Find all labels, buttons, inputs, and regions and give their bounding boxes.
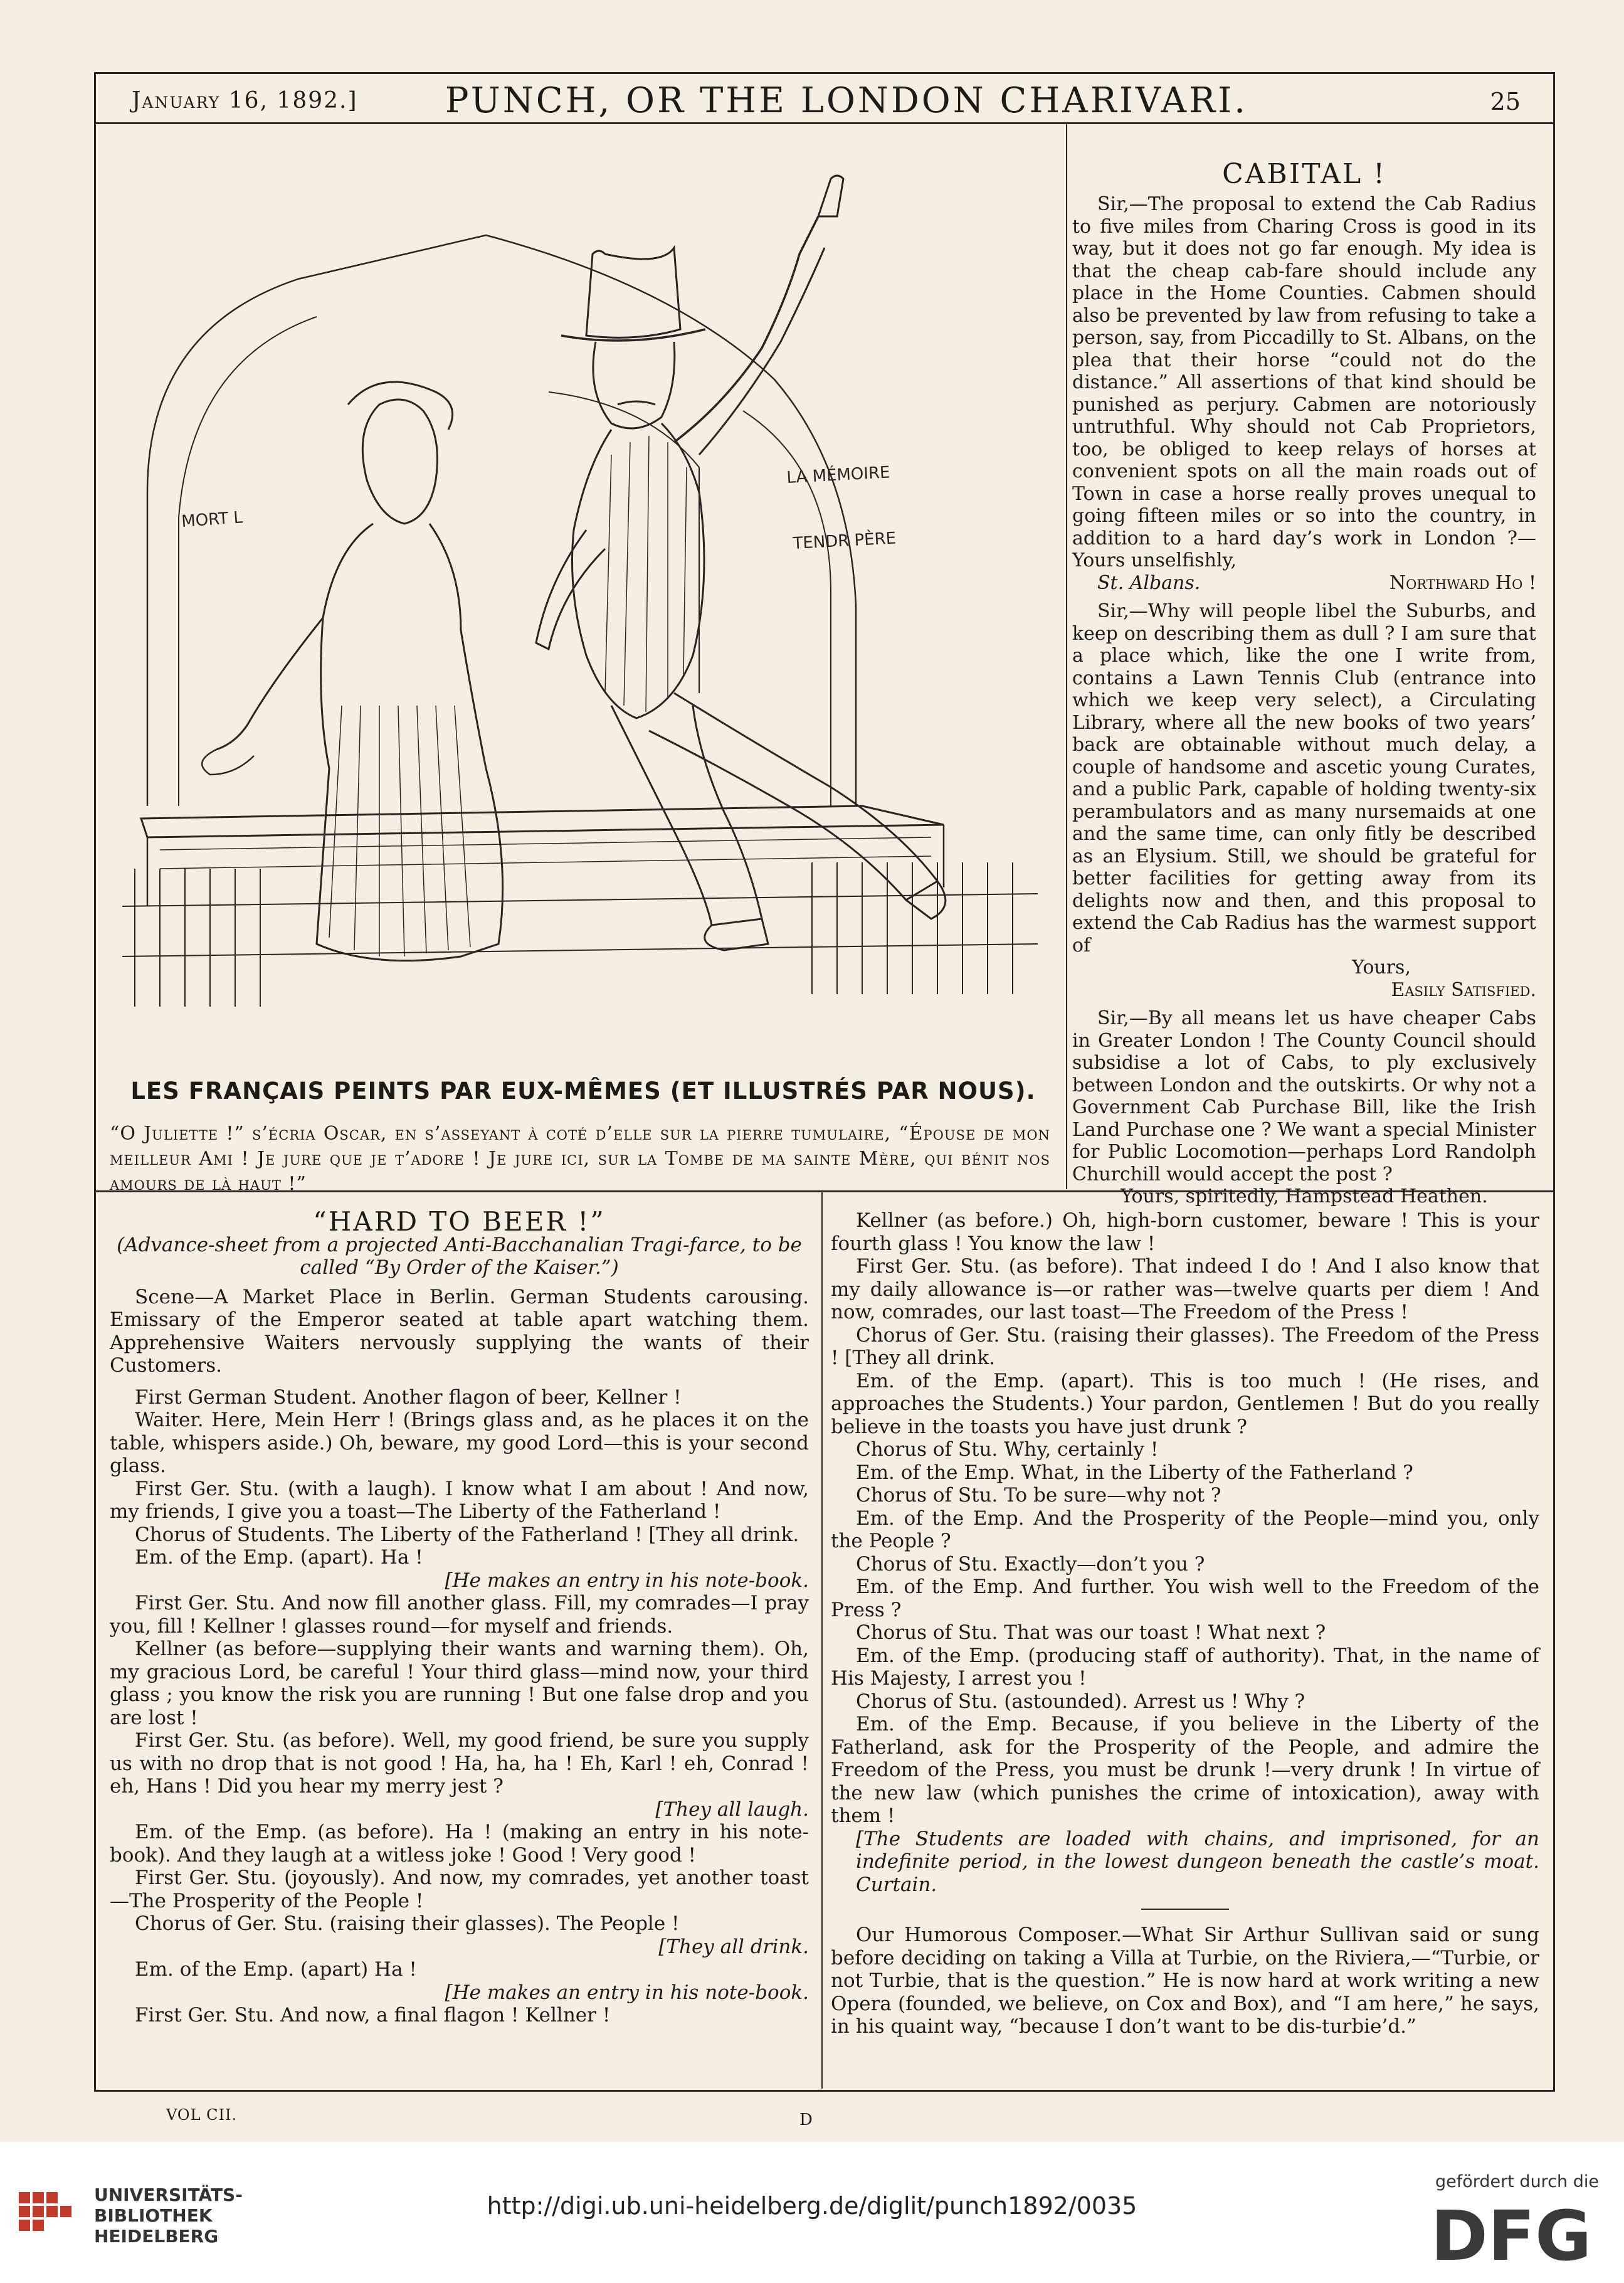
hard-to-beer-subtitle: (Advance-sheet from a projected Anti-Bacchanalian Tragi-farce, to be called “By Order of the Kaiser.”) — [117, 1233, 802, 1279]
masthead-title: PUNCH, OR THE LONDON CHARIVARI. — [445, 80, 1248, 121]
dialogue-right-line: Chorus of Ger. Stu. (raising their glasses). The Freedom of the Press ! [They all drink. — [831, 1323, 1539, 1369]
dialogue-left-line: [They all drink. — [658, 1935, 809, 1958]
letter-2-signature: Easily Satisfied. — [1391, 978, 1536, 1001]
cartoon-illustration — [110, 141, 1044, 1057]
dialogue-right-line: Em. of the Emp. And further. You wish well to the Freedom of the Press ? — [831, 1576, 1539, 1621]
hard-to-beer-title: “HARD TO BEER !” — [313, 1206, 606, 1237]
dialogue-right-line: Em. of the Emp. Because, if you believe in the Liberty of the Fatherland, ask for the Prosperity of the People, and admire the Freedom of the Press, you must be drunk !—very drunk ! In virtue of the new law (which punishes the crime of intoxication), away with them ! — [831, 1713, 1539, 1827]
hard-to-beer-left-column — [110, 1206, 809, 2027]
dialogue-left-line: First Ger. Stu. (as before). Well, my good friend, be sure you supply us with no drop that is not good ! Ha, ha, ha ! Eh, Karl ! eh, Conrad ! eh, Hans ! Did you hear my merry jest ? — [110, 1729, 809, 1798]
svg-text:TENDR PÈRE: TENDR PÈRE — [792, 529, 897, 553]
dialogue-left-line: Waiter. Here, Mein Herr ! (Brings glass and, as he places it on the table, whispers aside.) Oh, beware, my good Lord—this is your second glass. — [110, 1409, 809, 1477]
dialogue-right-line: Chorus of Stu. (astounded). Arrest us ! Why ? — [856, 1690, 1305, 1713]
dialogue-right-line: Kellner (as before.) Oh, high-born customer, beware ! This is your fourth glass ! You know the law ! — [831, 1209, 1539, 1255]
letter-2-yours: Yours, — [1352, 956, 1411, 978]
column-divider-lower — [821, 1192, 823, 2089]
dialogue-left-line: First Ger. Stu. And now fill another glass. Fill, my comrades—I pray you, fill ! Kellner ! glasses round—for myself and friends. — [110, 1592, 809, 1638]
issue-date: January 16, 1892.] — [132, 88, 358, 114]
dialogue-left-line: First Ger. Stu. (joyously). And now, my comrades, yet another toast—The Prosperity of the People ! — [110, 1867, 809, 1912]
cabital-letter-1: Sir,—The proposal to extend the Cab Radius to five miles from Charing Cross is good in its way, but it does not go far enough. My idea is that the cheap cab-fare should include any place in the Home Counties. Cabmen should also be prevented by law from refusing to take a person, say, from Piccadilly to St. Albans, on the plea that their horse “could not do the distance.” All assertions of that kind should be punished as perjury. Cabmen are notoriously untruthful. Why should not Cab Proprietors, too, be obliged to keep relays of horses at convenient spots on all the main roads out of Town in case a horse really proves unequal to going fifteen miles or so into the country, in addition to a hard day’s work in London ?—Yours unselfishly, — [1072, 193, 1536, 571]
svg-text:MORT L: MORT L — [181, 508, 243, 531]
dialogue-left — [110, 1386, 809, 2027]
letter-3-signature: Yours, spiritedly, Hampstead Heathen. — [1120, 1185, 1488, 1207]
dialogue-right-line: Em. of the Emp. (apart). This is too much ! (He rises, and approaches the Students.) Your pardon, Gentlemen ! But do you really believe in the toasts you have just drunk ? — [831, 1369, 1539, 1438]
dialogue-left-line: Chorus of Ger. Stu. (raising their glasses). The People ! — [135, 1912, 680, 1935]
digital-copy-url[interactable]: http://digi.ub.uni-heidelberg.de/diglit/punch1892/0035 — [487, 2192, 1137, 2220]
institution-line-1: UNIVERSITÄTS- — [94, 2185, 243, 2205]
dialogue-right-line: Em. of the Emp. And the Prosperity of the People—mind you, only the People ? — [831, 1507, 1539, 1552]
dialogue-left-line: First German Student. Another flagon of beer, Kellner ! — [135, 1385, 682, 1409]
dialogue-right-line: [The Students are loaded with chains, and imprisoned, for an indefinite period, in the lowest dungeon beneath the castle’s moat. Curtain. — [856, 1827, 1539, 1896]
dialogue-left-line: First Ger. Stu. (with a laugh). I know what I am about ! And now, my friends, I give you a toast—The Liberty of the Fatherland ! — [110, 1477, 809, 1523]
dialogue-left-line: [They all laugh. — [655, 1798, 809, 1821]
dialogue-right-line: Chorus of Stu. Why, certainly ! — [856, 1438, 1159, 1461]
letter-1-signature: Northward Ho ! — [1389, 571, 1536, 594]
volume-label: VOL CII. — [166, 2106, 238, 2124]
dialogue-left-line: [He makes an entry in his note-book. — [445, 1569, 809, 1592]
svg-text:LA MÉMOIRE: LA MÉMOIRE — [786, 463, 891, 487]
dfg-logo-text: DFG — [1430, 2198, 1592, 2267]
cabital-letter-3: Sir,—By all means let us have cheaper Cabs in Greater London ! The County Council should subsidise a lot of Cabs, to ply exclusively between London and the outskirts. Or why not a Government Cab Purchase Bill, like the Irish Land Purchase one ? We want a special Minister for Public Locomotion—perhaps Lord Randolph Churchill would accept the post ? — [1072, 1007, 1536, 1185]
dialogue-left-line: First Ger. Stu. And now, a final flagon ! Kellner ! — [135, 2004, 611, 2026]
dialogue-left-line: Kellner (as before—supplying their wants and warning them). Oh, my gracious Lord, be careful ! Your third glass—mind now, your third glass ; you know the risk you are running ! But one false drop and you are lost ! — [110, 1638, 809, 1729]
dfg-logo[interactable] — [1417, 2198, 1605, 2267]
dialogue-right-line: Chorus of Stu. That was our toast ! What next ? — [856, 1621, 1326, 1644]
cartoon-caption-title: LES FRANÇAIS PEINTS PAR EUX-MÊMES (ET ILLUSTRÉS PAR NOUS). — [130, 1078, 1036, 1104]
hard-to-beer-right-column — [831, 1209, 1539, 2038]
dialogue-right — [831, 1209, 1539, 1896]
institution-line-3: HEIDELBERG — [94, 2226, 219, 2247]
cartoon-caption-text: “O Juliette !” s’écria Oscar, en s’asseyant à coté d’elle sur la pierre tumulaire, “Épouse de mon meilleur Ami ! Je jure que je t’adore ! Je jure ici, sur la Tombe de ma sainte Mère, qui bénit nos amours de là haut !” — [110, 1123, 1050, 1195]
humorous-composer-paragraph: Our Humorous Composer.—What Sir Arthur Sullivan said or sung before deciding on taking a Villa at Turbie, on the Riviera,—“Turbie, or not Turbie, that is the question.” He is now hard at work writing a new Opera (founded, we believe, on Cox and Box), and “I am here,” he says, in his quaint way, “because I don’t want to be dis-turbie’d.” — [831, 1924, 1539, 2038]
dialogue-right-line: Em. of the Emp. What, in the Liberty of the Fatherland ? — [856, 1461, 1413, 1484]
cabital-letter-2: Sir,—Why will people libel the Suburbs, and keep on describing them as dull ? I am sure that a place which, like the one I write from, contains a Lawn Tennis Club (entrance into which we keep very select), a Circulating Library, where all the new books of two years’ back are obtainable without much delay, a couple of handsome and ascetic young Curates, and a public Park, capable of holding twenty-six perambulators and as many nursemaids at one and the same time, can only fitly be described as an Elysium. Still, we should be grateful for better facilities for getting away from its delights now and then, and this proposal to extend the Cab Radius has the warmest support of — [1072, 600, 1536, 956]
short-rule — [1141, 1909, 1229, 1910]
dialogue-right-line: Chorus of Stu. To be sure—why not ? — [856, 1484, 1221, 1507]
funded-by-label: gefördert durch die — [1435, 2172, 1599, 2191]
cabital-heading: CABITAL ! — [1222, 158, 1386, 190]
institution-line-2: BIBLIOTHEK — [94, 2205, 213, 2226]
dialogue-left-line: [He makes an entry in his note-book. — [445, 1981, 809, 2004]
page-number: 25 — [1490, 88, 1521, 115]
column-divider — [1066, 124, 1067, 1189]
dialogue-left-line: Em. of the Emp. (as before). Ha ! (making an entry in his note-book). And they laugh at a witless joke ! Good ! Very good ! — [110, 1821, 809, 1867]
signature-mark: D — [799, 2111, 813, 2129]
letter-1-signature-line — [1072, 572, 1536, 595]
dialogue-left-line: Chorus of Students. The Liberty of the Fatherland ! [They all drink. — [135, 1523, 799, 1546]
dialogue-left-line: Em. of the Emp. (apart) Ha ! — [135, 1958, 417, 1981]
scene-description: Scene—A Market Place in Berlin. German Students carousing. Emissary of the Emperor seated at table apart watching them. Apprehensive Waiters nervously supplying the wants of their Customers. — [110, 1285, 809, 1377]
cabital-column — [1072, 193, 1536, 1208]
dialogue-right-line: Em. of the Emp. (producing staff of authority). That, in the name of His Majesty, I arrest you ! — [831, 1644, 1539, 1690]
dialogue-right-line: First Ger. Stu. (as before). That indeed I do ! And I also know that my daily allowance is—or rather was—twelve quarts per diem ! And now, comrades, our last toast—The Freedom of the Press ! — [831, 1255, 1539, 1323]
header-rule — [94, 122, 1555, 124]
dialogue-right-line: Chorus of Stu. Exactly—don’t you ? — [856, 1552, 1205, 1576]
letter-1-place: St. Albans. — [1097, 571, 1201, 594]
dialogue-left-line: Em. of the Emp. (apart). Ha ! — [135, 1546, 423, 1569]
